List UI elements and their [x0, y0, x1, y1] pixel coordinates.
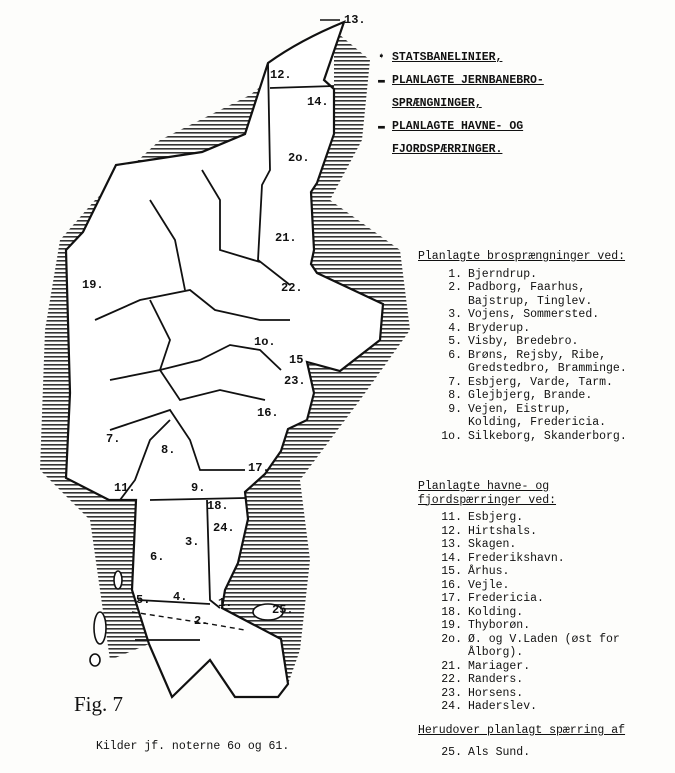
map-label-25: 25. [272, 603, 294, 617]
map-label-6: 6. [150, 550, 165, 564]
map-label-13: 13. [344, 13, 366, 27]
item-name: Thyborøn. [468, 619, 531, 632]
map-label-2: 2. [194, 614, 209, 628]
list-item [418, 687, 658, 701]
list-item [418, 511, 658, 525]
item-name: Bryderup. [468, 321, 531, 335]
item-name: Bjerndrup. [468, 267, 538, 281]
map-label-7: 7. [106, 432, 121, 446]
item-name: Fredericia. [468, 592, 544, 605]
item-name: Horsens. [468, 686, 524, 700]
map-label-14: 14. [307, 95, 329, 109]
map-label-22: 22. [281, 281, 303, 295]
map-label-16: 16. [257, 406, 279, 420]
item-name: Haderslev. [468, 700, 538, 713]
item-number: 24. [441, 700, 462, 713]
legend-railways: STATSBANELINIER, [392, 51, 503, 64]
extra-heading: Herudover planlagt spærring af [418, 724, 626, 737]
item-number: 7. [448, 375, 462, 389]
list-item [418, 308, 628, 322]
item-name: Randers. [468, 673, 524, 686]
list-item [418, 376, 628, 390]
item-name: Frederikshavn. [468, 551, 565, 565]
item-name: Vejen, Eistrup, Kolding, Fredericia. [468, 402, 607, 429]
item-number: 2o. [441, 632, 462, 646]
list-item [418, 746, 668, 760]
item-number: 12. [441, 524, 462, 538]
item-number: 21. [441, 659, 462, 673]
item-name: Brøns, Rejsby, Ribe, Gredstedbro, Bramminge. [468, 348, 627, 375]
item-number: 15. [441, 565, 462, 578]
item-name: Vojens, Sommersted. [468, 308, 600, 321]
item-number: 16. [441, 578, 462, 592]
item-name: Vejle. [468, 578, 510, 592]
list-item [418, 592, 658, 606]
dash-icon: ▬ [378, 74, 385, 87]
list-item [418, 606, 658, 620]
map-label-20: 2o. [288, 151, 310, 165]
list-item [418, 403, 628, 430]
item-number: 22. [441, 673, 462, 686]
list-item [418, 430, 628, 444]
list-item [418, 552, 658, 566]
item-number: 3. [448, 308, 462, 321]
item-name: Esbjerg. [468, 511, 524, 524]
list-item [418, 322, 628, 336]
item-name: Als Sund. [468, 745, 531, 759]
bridges-heading: Planlagte brosprængninger ved: [418, 250, 626, 263]
item-name: Ø. og V.Laden (øst for Ålborg). [468, 632, 620, 659]
item-name: Padborg, Faarhus, Bajstrup, Tinglev. [468, 281, 593, 308]
legend-bridge-demolitions: PLANLAGTE JERNBANEBRO- [392, 74, 544, 87]
item-number: 1o. [441, 429, 462, 443]
legend-harbour-blocks-cont: FJORDSPÆRRINGER. [392, 143, 503, 156]
list-item [418, 349, 628, 376]
map-label-15: 15. [289, 353, 311, 367]
map-label-4: 4. [173, 590, 188, 604]
item-name: Silkeborg, Skanderborg. [468, 429, 627, 443]
item-number: 2. [448, 281, 462, 294]
map-label-18: 18. [207, 499, 229, 513]
item-number: 18. [441, 605, 462, 619]
map-label-24: 24. [213, 521, 235, 535]
item-name: Århus. [468, 565, 510, 578]
legend-bridge-demolitions-cont: SPRÆNGNINGER, [392, 97, 482, 110]
item-number: 13. [441, 538, 462, 551]
bridge-demolitions-list [418, 250, 628, 443]
item-number: 9. [448, 402, 462, 416]
railway-arrow-icon: ➧ [378, 51, 385, 64]
item-number: 5. [448, 335, 462, 348]
item-number: 4. [448, 321, 462, 335]
list-item [418, 660, 658, 674]
list-item [418, 700, 658, 714]
list-item [418, 268, 628, 282]
list-item [418, 673, 658, 687]
list-item [418, 389, 628, 403]
item-name: Kolding. [468, 605, 524, 619]
map-label-19: 19. [82, 278, 104, 292]
map-label-5: 5. [136, 593, 151, 607]
source-note: Kilder jf. noterne 6o og 61. [96, 740, 290, 753]
extra-block-list [418, 724, 668, 759]
item-name: Esbjerg, Varde, Tarm. [468, 375, 613, 389]
map-label-9: 9. [191, 481, 206, 495]
map-label-12: 12. [270, 68, 292, 82]
item-number: 8. [448, 389, 462, 402]
legend-harbour-blocks: PLANLAGTE HAVNE- OG [392, 120, 524, 133]
map-label-23: 23. [284, 374, 306, 388]
list-item [418, 281, 628, 308]
list-item [418, 579, 658, 593]
harbour-blocks-list [418, 480, 658, 714]
harbours-heading: Planlagte havne- og fjordspærringer ved: [418, 480, 557, 507]
item-number: 25. [441, 745, 462, 759]
item-name: Visby, Bredebro. [468, 335, 579, 348]
list-item [418, 633, 658, 660]
map-label-17: 17. [248, 461, 270, 475]
list-item [418, 565, 658, 579]
item-number: 11. [441, 511, 462, 524]
item-number: 14. [441, 551, 462, 565]
list-item [418, 525, 658, 539]
map-label-10: 1o. [254, 335, 276, 349]
list-item [418, 538, 658, 552]
item-name: Glejbjerg, Brande. [468, 389, 593, 402]
item-number: 17. [441, 592, 462, 605]
map-label-8: 8. [161, 443, 176, 457]
item-number: 23. [441, 686, 462, 700]
figure-label: Fig. 7 [74, 692, 124, 716]
map-label-21: 21. [275, 231, 297, 245]
map-label-3: 3. [185, 535, 200, 549]
item-name: Hirtshals. [468, 524, 538, 538]
dash-icon: ▬ [378, 120, 385, 133]
item-name: Skagen. [468, 538, 517, 551]
item-number: 6. [448, 348, 462, 362]
item-name: Mariager. [468, 659, 531, 673]
item-number: 19. [441, 619, 462, 632]
item-number: 1. [448, 267, 462, 281]
list-item [418, 335, 628, 349]
list-item [418, 619, 658, 633]
map-label-1: 1. [218, 596, 233, 610]
map-legend [378, 46, 544, 161]
map-label-11: 11. [114, 481, 136, 495]
